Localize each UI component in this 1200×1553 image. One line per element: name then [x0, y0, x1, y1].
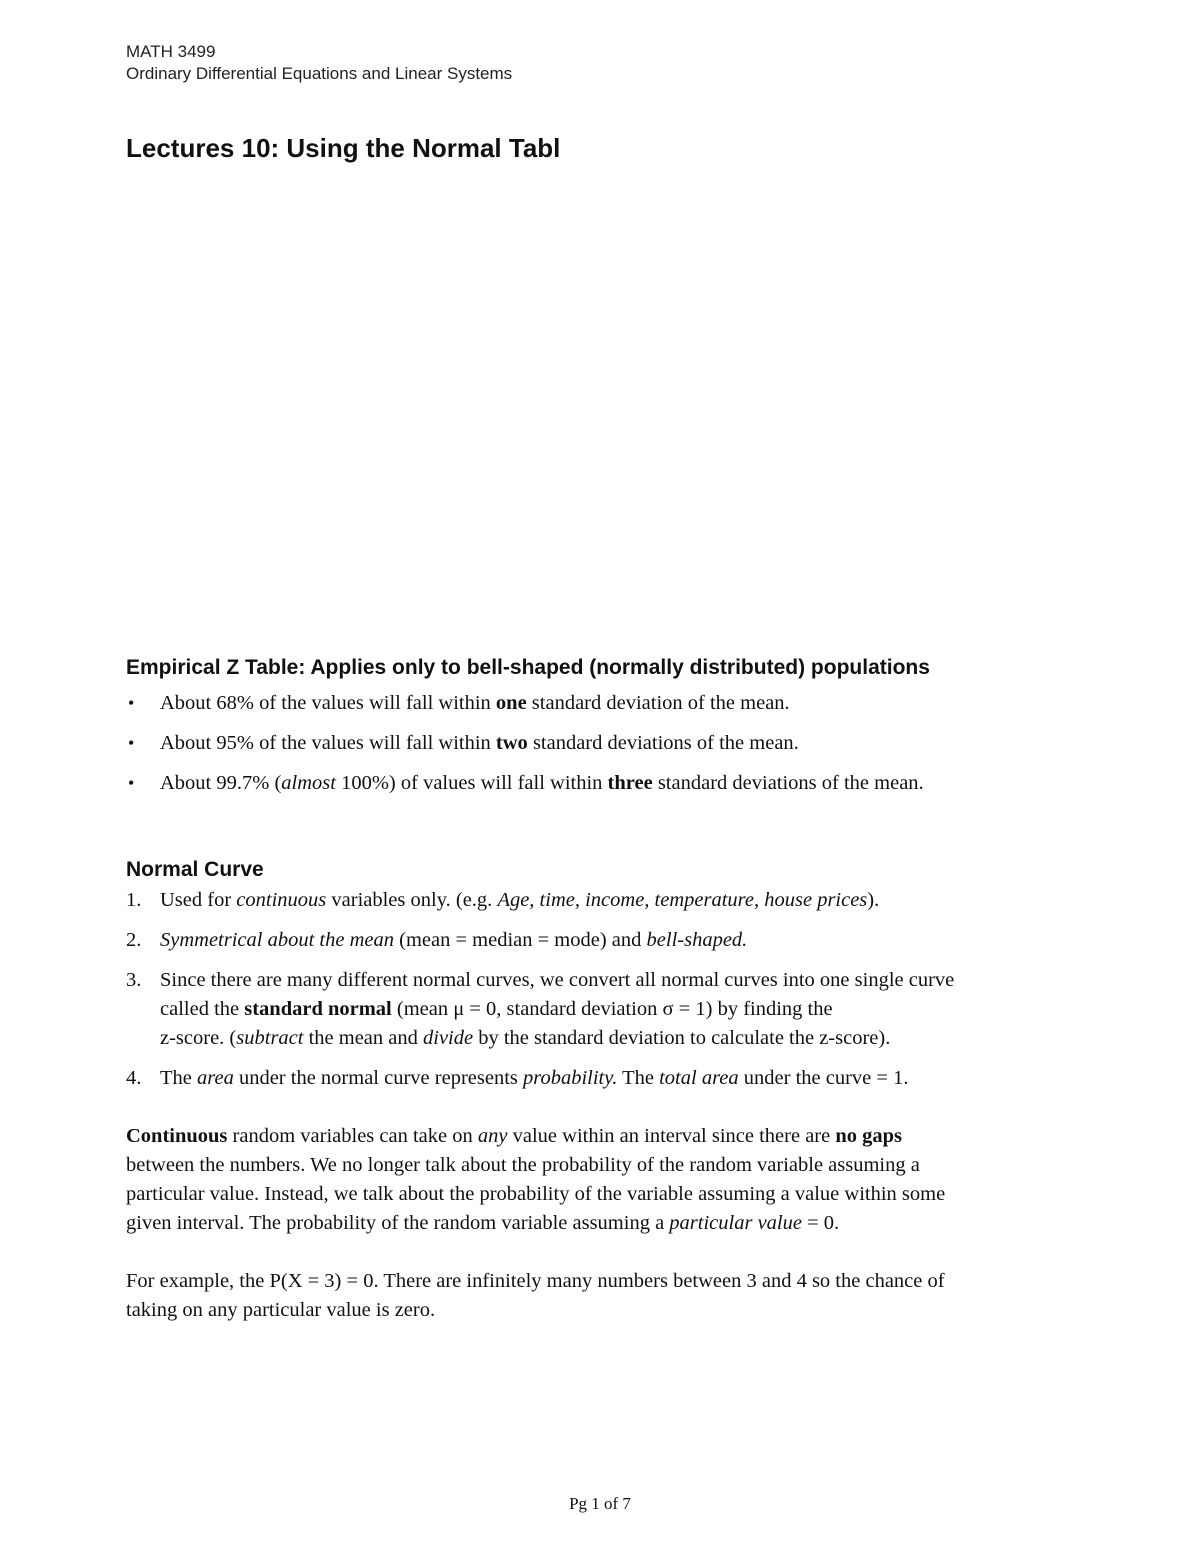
- empirical-heading: Empirical Z Table: Applies only to bell-shaped (normally distributed) populations: [126, 656, 930, 679]
- bullet-text: About 99.7% (almost 100%) of values will fall within three standard deviations of the mean.: [160, 772, 924, 794]
- list-text: Since there are many different normal curves, we convert all normal curves into one single curve called the standard normal (mean μ = 0, standard deviation σ = 1) by finding the z-score. (subtract the mean and divide by the standard deviation to calculate the z-score).: [160, 969, 955, 1049]
- normal-curve-list: [126, 886, 1086, 1093]
- list-text: Symmetrical about the mean (mean = median = mode) and bell-shaped.: [160, 929, 748, 951]
- course-code: MATH 3499: [126, 42, 216, 61]
- example-paragraph: For example, the P(X = 3) = 0. There are infinitely many numbers between 3 and 4 so the chance of taking on any particular value is zero.: [126, 1270, 945, 1321]
- normal-curve-heading: Normal Curve: [126, 858, 264, 881]
- list-item: [126, 926, 1086, 955]
- list-item: [126, 689, 1086, 718]
- bullet-icon: •: [128, 693, 135, 713]
- bullet-icon: •: [128, 773, 135, 793]
- continuous-paragraph: Continuous random variables can take on any value within an interval since there are no gaps between the numbers. We no longer talk about the probability of the random variable assuming a particular value. Instead, we talk about the probability of the variable assuming a value within some given interval. The probability of the random variable assuming a particular value = 0.: [126, 1125, 946, 1234]
- list-text: The area under the normal curve represents probability. The total area under the curve = 1.: [160, 1067, 909, 1089]
- list-number: 1.: [126, 889, 142, 911]
- list-item: [126, 966, 1086, 1053]
- list-text: Used for continuous variables only. (e.g. Age, time, income, temperature, house prices).: [160, 889, 880, 911]
- empirical-bullet-list: [126, 689, 1086, 798]
- list-number: 2.: [126, 929, 142, 951]
- list-item: [126, 729, 1086, 758]
- list-number: 3.: [126, 969, 142, 991]
- course-subtitle: Ordinary Differential Equations and Linear Systems: [126, 64, 513, 83]
- bullet-text: About 68% of the values will fall within one standard deviation of the mean.: [160, 692, 790, 714]
- list-number: 4.: [126, 1067, 142, 1089]
- page-number: Pg 1 of 7: [569, 1494, 631, 1513]
- list-item: [126, 886, 1086, 915]
- page-title: Lectures 10: Using the Normal Tabl: [126, 133, 561, 163]
- list-item: [126, 1064, 1086, 1093]
- list-item: [126, 769, 1086, 798]
- bullet-text: About 95% of the values will fall within two standard deviations of the mean.: [160, 732, 799, 754]
- bullet-icon: •: [128, 733, 135, 753]
